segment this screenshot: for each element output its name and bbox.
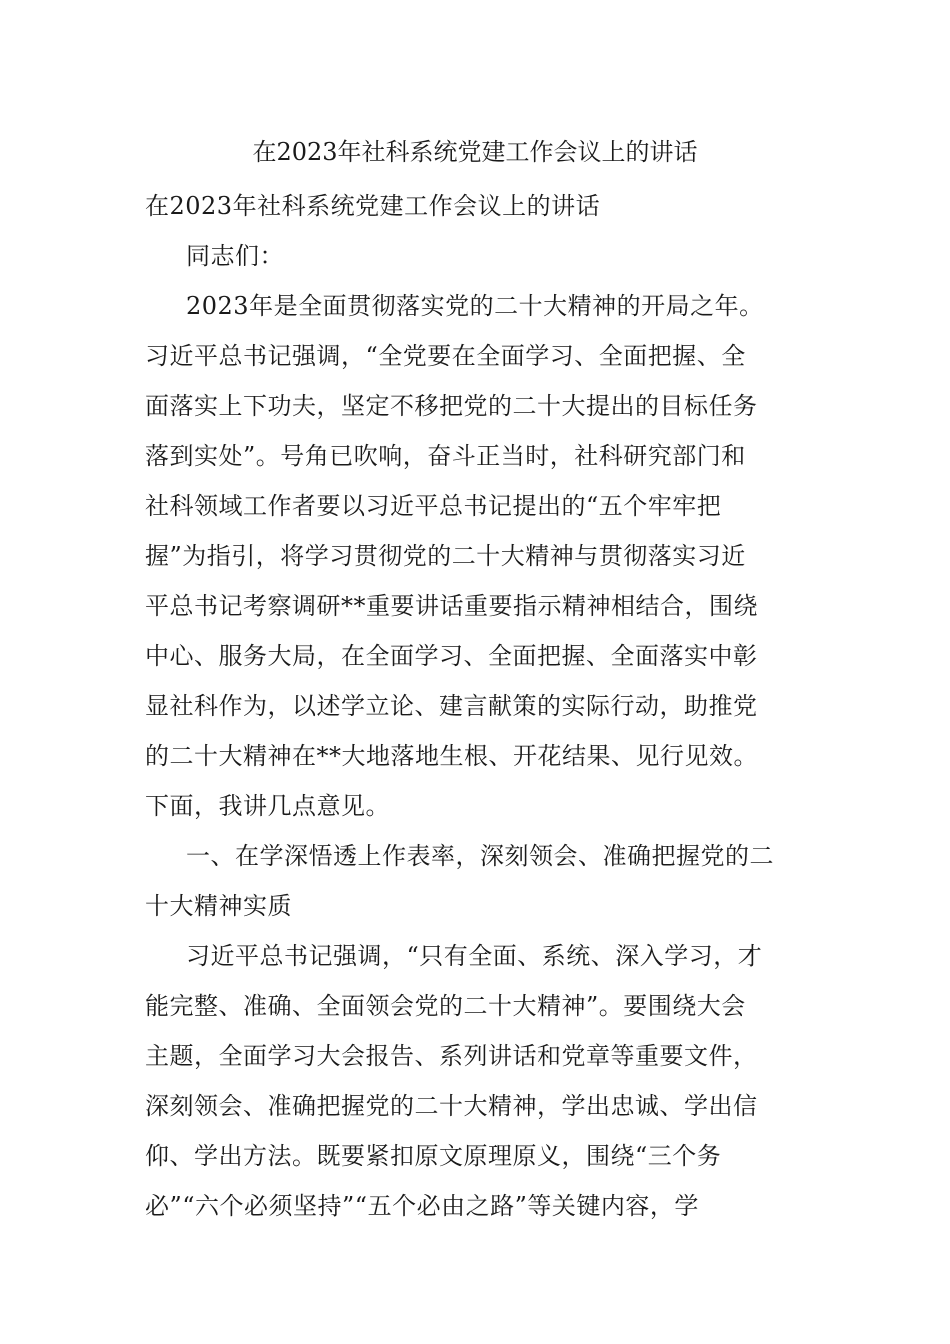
paragraph-line: 主题，全面学习大会报告、系列讲话和党章等重要文件， bbox=[145, 1042, 758, 1070]
document-title: 在2023年社科系统党建工作会议上的讲话 bbox=[252, 138, 698, 166]
paragraph-line: 下面，我讲几点意见。 bbox=[145, 792, 390, 820]
paragraph-line: 习近平总书记强调，“全党要在全面学习、全面把握、全 bbox=[145, 342, 746, 370]
paragraph-line: 中心、服务大局，在全面学习、全面把握、全面落实中彰 bbox=[145, 642, 758, 670]
document-subtitle: 在2023年社科系统党建工作会议上的讲话 bbox=[145, 192, 601, 220]
paragraph-line: 仰、学出方法。既要紧扣原文原理原义，围绕“三个务 bbox=[145, 1142, 722, 1170]
section-heading: 一、在学深悟透上作表率，深刻领会、准确把握党的二 bbox=[186, 842, 774, 870]
salutation: 同志们： bbox=[186, 242, 284, 270]
paragraph-line: 落到实处”。号角已吹响，奋斗正当时，社科研究部门和 bbox=[145, 442, 746, 470]
paragraph-line: 显社科作为，以述学立论、建言献策的实际行动，助推党 bbox=[145, 692, 758, 720]
paragraph-line: 习近平总书记强调，“只有全面、系统、深入学习，才 bbox=[186, 942, 763, 970]
paragraph-line: 平总书记考察调研**重要讲话重要指示精神相结合，围绕 bbox=[145, 592, 758, 620]
paragraph-line: 能完整、准确、全面领会党的二十大精神”。要围绕大会 bbox=[145, 992, 746, 1020]
paragraph-line: 必”“六个必须坚持”“五个必由之路”等关键内容，学 bbox=[145, 1192, 699, 1220]
paragraph-line: 面落实上下功夫，坚定不移把党的二十大提出的目标任务 bbox=[145, 392, 758, 420]
paragraph-line: 2023年是全面贯彻落实党的二十大精神的开局之年。 bbox=[186, 292, 764, 320]
paragraph-line: 深刻领会、准确把握党的二十大精神，学出忠诚、学出信 bbox=[145, 1092, 758, 1120]
paragraph-line: 握”为指引，将学习贯彻党的二十大精神与贯彻落实习近 bbox=[145, 542, 746, 570]
paragraph-line: 的二十大精神在**大地落地生根、开花结果、见行见效。 bbox=[145, 742, 758, 770]
paragraph-line: 社科领域工作者要以习近平总书记提出的“五个牢牢把 bbox=[145, 492, 722, 520]
section-heading: 十大精神实质 bbox=[145, 892, 292, 920]
